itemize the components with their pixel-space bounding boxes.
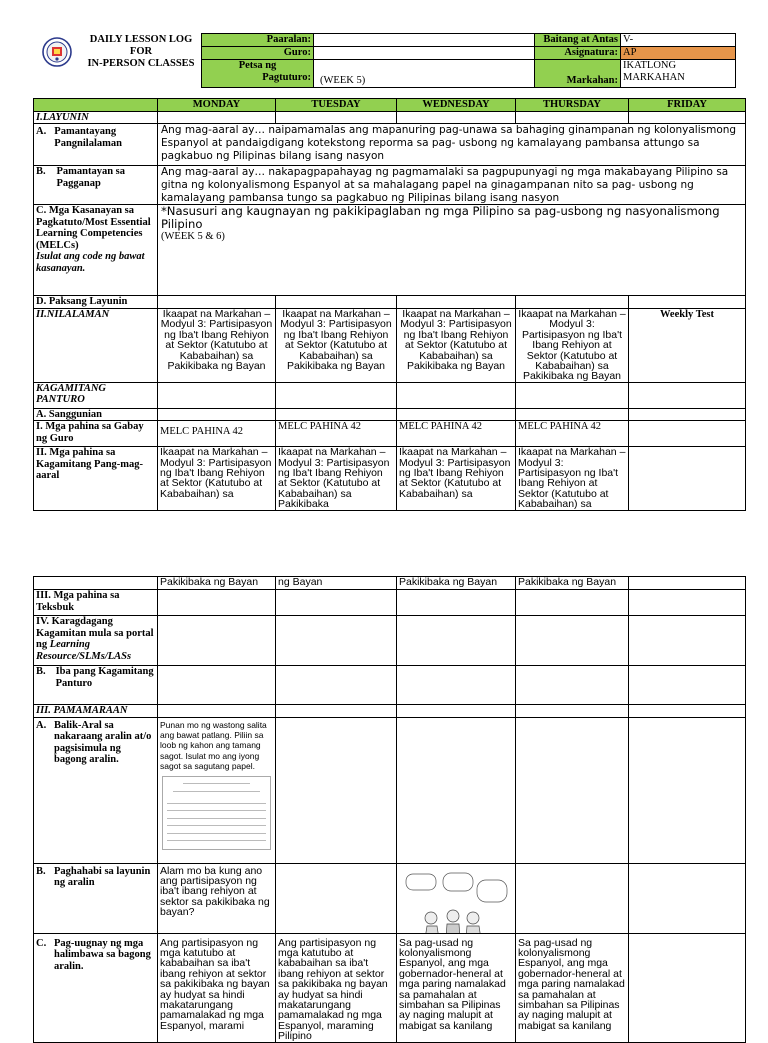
gabay-monday: MELC PAHINA 42 xyxy=(158,421,276,447)
day-header-friday: FRIDAY xyxy=(629,99,746,112)
empty-cell xyxy=(158,666,276,705)
empty-cell xyxy=(397,666,516,705)
lesson-log-title xyxy=(80,34,202,70)
guro-label: Guro: xyxy=(202,47,314,60)
label-text: Pamantayan sa Pagganap xyxy=(56,166,126,189)
markahan-value-line-1: IKATLONG xyxy=(623,60,677,71)
day-header-thursday: THURSDAY xyxy=(516,99,629,112)
empty-cell xyxy=(397,616,516,666)
balik-aral-monday-text: Punan mo ng wastong salita ang bawat patlang. Piliin sa loob ng kahon ang tamang sagot. Isulat mo ang iyong sagot sa sagutang papel. xyxy=(160,719,267,772)
empty-cell xyxy=(276,112,397,124)
empty-cell xyxy=(276,296,397,309)
empty-cell xyxy=(516,590,629,616)
empty-cell xyxy=(276,382,397,408)
empty-cell xyxy=(397,296,516,309)
petsa-label xyxy=(202,60,314,88)
label-letter: B. xyxy=(36,666,46,677)
nilalaman-heading: II.NILALAMAN xyxy=(34,308,158,382)
empty-cell xyxy=(158,408,276,421)
label-letter: A. xyxy=(36,126,47,137)
empty-cell xyxy=(397,382,516,408)
empty-cell xyxy=(629,112,746,124)
paghahabi-wednesday xyxy=(397,863,516,933)
empty-cell xyxy=(629,577,746,590)
karagdagang-kagamitan-label xyxy=(34,616,158,666)
paghahabi-label xyxy=(34,863,158,933)
balik-aral-monday xyxy=(158,717,276,863)
teksbuk-label: III. Mga pahina sa Teksbuk xyxy=(34,590,158,616)
baitang-label: Baitang at Antas xyxy=(535,34,621,47)
nilalaman-thursday: Ikaapat na Markahan – Modyul 3: Partisipasyon ng Iba't Ibang Rehiyon at Sektor (Katutubo at Kababaihan) sa Pakikibaka ng Bayan xyxy=(516,308,629,382)
empty-cell xyxy=(276,863,397,933)
empty-cell xyxy=(276,408,397,421)
empty-cell xyxy=(629,421,746,447)
empty-cell xyxy=(516,616,629,666)
empty-cell xyxy=(276,616,397,666)
empty-cell xyxy=(516,382,629,408)
lesson-log-table-page-2 xyxy=(33,576,746,1043)
pag-uugnay-label xyxy=(34,933,158,1042)
paaralan-field[interactable] xyxy=(314,34,535,47)
empty-cell xyxy=(516,296,629,309)
empty-cell xyxy=(158,296,276,309)
label-letter: A. xyxy=(36,719,47,731)
empty-cell xyxy=(397,717,516,863)
label-letter: C. xyxy=(36,937,47,949)
layunin-heading: I.LAYUNIN xyxy=(34,112,158,124)
label-text: Iba pang Kagamitang Panturo xyxy=(55,666,154,689)
label-text: Pamantayang Pangnilalaman xyxy=(54,126,122,149)
empty-cell xyxy=(629,382,746,408)
empty-cell xyxy=(34,577,158,590)
gabay-ng-guro-label: I. Mga pahina sa Gabay ng Guro xyxy=(34,421,158,447)
pag-uugnay-wednesday: Sa pag-usad ng kolonyalismong Espanyol, ang mga gobernador-heneral at mga paring namalakad sa pamahalan at simbahan sa Pilipinas ay naging malupit at mabigat sa kanilang xyxy=(397,933,516,1042)
worksheet-thumbnail xyxy=(162,776,271,850)
empty-cell xyxy=(629,296,746,309)
pamantayang-pangnilalaman-text: Ang mag-aaral ay… naipamamalas ang mapanuring pag-unawa sa bahaging ginampanan ng kolonyalismong Espanyol at pandaigdigang kotekstong reporma sa pag- usbong ng kamalayang pambansa attungo sa pagkabuo ng Pilipinas bilang isang nasyon xyxy=(158,124,746,166)
gabay-tuesday: MELC PAHINA 42 xyxy=(276,421,397,447)
paghahabi-monday: Alam mo ba kung ano ang partisipasyon ng iba't ibang rehiyon at sektor sa pakikibaka ng bayan? xyxy=(158,863,276,933)
continued-monday: Pakikibaka ng Bayan xyxy=(158,577,276,590)
empty-cell xyxy=(397,590,516,616)
nilalaman-wednesday: Ikaapat na Markahan – Modyul 3: Partisipasyon ng Iba't Ibang Rehiyon at Sektor (Katutubo at Kababaihan) sa Pakikibaka ng Bayan xyxy=(397,308,516,382)
markahan-field[interactable] xyxy=(621,60,736,88)
empty-cell xyxy=(276,717,397,863)
empty-cell xyxy=(158,705,276,718)
label-text: Pag-uugnay ng mga halimbawa sa bagong aralin. xyxy=(54,937,151,972)
label-letter: B. xyxy=(36,865,46,877)
continued-tuesday: ng Bayan xyxy=(276,577,397,590)
empty-cell xyxy=(397,408,516,421)
melc-note: Isulat ang code ng bawat kasanayan. xyxy=(36,251,145,274)
asignatura-label: Asignatura: xyxy=(535,47,621,60)
title-line-1: DAILY LESSON LOG xyxy=(89,34,193,45)
paksang-layunin-label: D. Paksang Layunin xyxy=(34,296,158,309)
weekly-test-friday: Weekly Test xyxy=(629,308,746,382)
empty-cell xyxy=(276,666,397,705)
label-text: Paghahabi sa layunin ng aralin xyxy=(54,865,151,888)
empty-cell xyxy=(629,616,746,666)
melc-text: *Nasusuri ang kaugnayan ng pakikipaglaban ng mga Pilipino sa pag-usbong ng nasyonalismong Pilipino xyxy=(161,204,720,232)
empty-cell xyxy=(629,863,746,933)
empty-cell xyxy=(629,447,746,511)
corner-cell xyxy=(34,99,158,112)
header-table xyxy=(201,33,736,88)
empty-cell xyxy=(516,666,629,705)
nilalaman-tuesday: Ikaapat na Markahan – Modyul 3: Partisipasyon ng Iba't Ibang Rehiyon at Sektor (Katutubo at Kababaihan) sa Pakikibaka ng Bayan xyxy=(276,308,397,382)
empty-cell xyxy=(397,705,516,718)
kagamitang-panturo-heading: KAGAMITANG PANTURO xyxy=(34,382,158,408)
petsa-value: (WEEK 5) xyxy=(320,75,366,86)
karagdagang-text: IV. Karagdagang Kagamitan mula sa portal ng xyxy=(36,616,154,650)
kagamitang-pang-mag-aaral-label: II. Mga pahina sa Kagamitang Pang-mag-aaral xyxy=(34,447,158,511)
empty-cell xyxy=(629,705,746,718)
pamantayang-pangnilalaman-label xyxy=(34,124,158,166)
title-line-2: FOR xyxy=(129,46,153,57)
paaralan-label: Paaralan: xyxy=(202,34,314,47)
petsa-label-line-2: Pagtuturo: xyxy=(262,72,311,83)
empty-cell xyxy=(516,863,629,933)
balik-aral-label xyxy=(34,717,158,863)
pamantayan-sa-pagganap-label xyxy=(34,166,158,205)
empty-cell xyxy=(158,590,276,616)
empty-cell xyxy=(276,590,397,616)
empty-cell xyxy=(158,382,276,408)
empty-cell xyxy=(158,112,276,124)
guro-field[interactable] xyxy=(314,47,535,60)
empty-cell xyxy=(516,705,629,718)
empty-cell xyxy=(629,717,746,863)
melc-label xyxy=(34,205,158,296)
pag-uugnay-thursday: Sa pag-usad ng kolonyalismong Espanyol, ang mga gobernador-heneral at mga paring namalakad sa pamahalan at simbahan sa Pilipinas ay naging malupit at mabigat sa kanilang xyxy=(516,933,629,1042)
empty-cell xyxy=(629,933,746,1042)
pag-uugnay-monday: Ang partisipasyon ng mga katutubo at kababaihan sa iba't ibang rehiyon at sektor sa pakikibaka ng bayan ay hudyat sa hindi makatarungang pamamalakad ng mga Espanyol, marami xyxy=(158,933,276,1042)
markahan-value-line-2: MARKAHAN xyxy=(623,72,685,83)
title-line-3: IN-PERSON CLASSES xyxy=(87,58,195,69)
melc-week: (WEEK 5 & 6) xyxy=(161,230,225,242)
pang-mag-aaral-wednesday: Ikaapat na Markahan – Modyul 3: Partisipasyon ng Iba't Ibang Rehiyon at Sektor (Katutubo at Kababaihan) sa xyxy=(397,447,516,511)
empty-cell xyxy=(158,616,276,666)
deped-seal-logo xyxy=(42,37,72,67)
empty-cell xyxy=(516,408,629,421)
nilalaman-monday: Ikaapat na Markahan – Modyul 3: Partisipasyon ng Iba't Ibang Rehiyon at Sektor (Katutubo at Kababaihan) sa Pakikibaka ng Bayan xyxy=(158,308,276,382)
gabay-thursday: MELC PAHINA 42 xyxy=(516,421,629,447)
continued-thursday: Pakikibaka ng Bayan xyxy=(516,577,629,590)
petsa-label-line-1: Petsa ng xyxy=(238,60,277,71)
label-text: Balik-Aral sa nakaraang aralin at/o pagsisimula ng bagong aralin. xyxy=(54,719,152,765)
pamantayan-sa-pagganap-text: Ang mag-aaral ay… nakapagpapahayag ng pagmamalaki sa pagpupunyagi ng mga makabayang Pilipino sa gitna ng kolonyalismong Espanyol at sa mahalagang papel na ginagampanan nito sa pag- usbong ng kamalayang pambansa tungo sa pagkabuo ng Pilipinas bilang isang nasyon xyxy=(158,166,746,205)
gabay-wednesday: MELC PAHINA 42 xyxy=(397,421,516,447)
markahan-label: Markahan: xyxy=(535,60,621,88)
lesson-log-table-page-1 xyxy=(33,98,746,511)
empty-cell xyxy=(516,112,629,124)
melc-label-text: C. Mga Kasanayan sa Pagkatuto/Most Essential Learning Competencies (MELCs) xyxy=(36,205,151,251)
petsa-field[interactable] xyxy=(314,60,535,88)
asignatura-field[interactable]: AP xyxy=(621,47,736,60)
karagdagang-italic: Learning Resource/SLMs/LASs xyxy=(36,639,132,662)
day-header-monday: MONDAY xyxy=(158,99,276,112)
empty-cell xyxy=(629,408,746,421)
empty-cell xyxy=(276,705,397,718)
iba-pang-kagamitang-label xyxy=(34,666,158,705)
baitang-field[interactable]: V- xyxy=(621,34,736,47)
day-header-tuesday: TUESDAY xyxy=(276,99,397,112)
comic-illustration xyxy=(405,872,509,934)
pag-uugnay-tuesday: Ang partisipasyon ng mga katutubo at kababaihan sa iba't ibang rehiyon at sektor sa pakikibaka ng bayan ay hudyat sa hindi makatarungang pamamalakad ng mga Espanyol, maraming Pilipino xyxy=(276,933,397,1042)
pang-mag-aaral-monday: Ikaapat na Markahan – Modyul 3: Partisipasyon ng Iba't Ibang Rehiyon at Sektor (Katutubo at Kababaihan) sa xyxy=(158,447,276,511)
empty-cell xyxy=(629,666,746,705)
continued-wednesday: Pakikibaka ng Bayan xyxy=(397,577,516,590)
melc-cell xyxy=(158,205,746,296)
pang-mag-aaral-tuesday: Ikaapat na Markahan – Modyul 3: Partisipasyon ng Iba't Ibang Rehiyon at Sektor (Katutubo at Kababaihan) sa Pakikibaka xyxy=(276,447,397,511)
day-header-wednesday: WEDNESDAY xyxy=(397,99,516,112)
sanggunian-label: A. Sanggunian xyxy=(34,408,158,421)
label-letter: B. xyxy=(36,166,46,177)
pang-mag-aaral-thursday: Ikaapat na Markahan – Modyul 3: Partisipasyon ng Iba't Ibang Rehiyon at Sektor (Katutubo at Kababaihan) sa xyxy=(516,447,629,511)
empty-cell xyxy=(516,717,629,863)
empty-cell xyxy=(629,590,746,616)
pamamaraan-heading: III. PAMAMARAAN xyxy=(34,705,158,718)
empty-cell xyxy=(397,112,516,124)
